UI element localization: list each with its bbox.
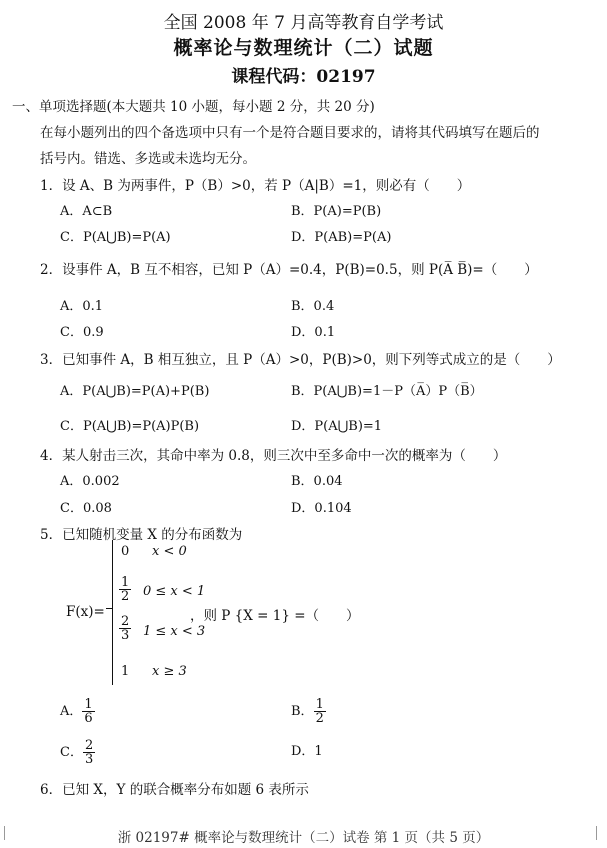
option-b: B．P(A)=P(B) [291,204,382,219]
option-a: A． $\frac{1}{6}$ [60,697,93,726]
option-d: D．P(AB)=P(A) [291,230,392,245]
page-footer: 浙 02197# 概率论与数理统计（二）试卷 第 1 页（共 5 页） [117,830,490,846]
case-fraction: $\frac{1}{2}$ [121,575,130,604]
question-stem: 4．某人射击三次，其命中率为 0.8，则三次中至多命中一次的概率为（ ） [40,448,507,464]
option-a: A．A⊂B [60,204,113,219]
question-stem: 3．已知事件 A，B 相互独立，且 P（A）>0，P(B)>0，则下列等式成立的是（ ） [40,352,561,368]
question-stem: 2．设事件 A，B 互不相容，已知 P（A）=0.4，P(B)=0.5，则 P(A̅ B̅)=（ ） [40,262,538,278]
question-stem: 6．已知 X，Y 的联合概率分布如题 6 表所示 [40,782,309,798]
exam-title: 概率论与数理统计（二）试题 [173,37,434,59]
option-c: C．0.08 [60,501,112,516]
option-c: C．0.9 [60,325,104,340]
case-value: 1 [121,664,130,679]
option-d: D．0.104 [291,501,352,516]
question-tail: ，则 P {X = 1} =（ ） [190,608,360,624]
option-d: D．1 [291,744,323,759]
case-condition: 0 ≤ x < 1 [143,584,206,599]
case-condition: x < 0 [152,544,187,559]
option-b: B． $\frac{1}{2}$ [291,697,324,726]
option-a: A．P(A⋃B)=P(A)+P(B) [60,384,210,399]
course-code: 课程代码：02197 [231,67,376,87]
case-value: 0 [121,544,130,559]
case-condition: 1 ≤ x < 3 [143,624,206,639]
option-c: C．P(A⋃B)=P(A) [60,230,171,245]
case-fraction: $\frac{2}{3}$ [121,614,130,643]
option-b: B．0.04 [291,474,343,489]
section-title: 一、单项选择题(本大题共 10 小题，每小题 2 分，共 20 分) [12,99,375,115]
option-d: D．0.1 [291,325,336,340]
section-instruction: 括号内。错选、多选或未选均无分。 [40,151,256,167]
exam-header: 全国 2008 年 7 月高等教育自学考试 [163,13,444,33]
option-a: A．0.1 [60,299,104,314]
question-stem: 1．设 A、B 为两事件，P（B）>0，若 P（A|B）=1，则必有（ ） [40,178,471,194]
case-condition: x ≥ 3 [152,664,187,679]
option-b: B．0.4 [291,299,335,314]
option-a: A．0.002 [60,474,120,489]
option-b: B．P(A⋃B)=1－P（A̅）P（B̅） [291,384,483,399]
option-c: C．P(A⋃B)=P(A)P(B) [60,419,200,434]
option-c: C． $\frac{2}{3}$ [60,738,94,767]
option-d: D．P(A⋃B)=1 [291,419,383,434]
question-stem: 5．已知随机变量 X 的分布函数为 [40,527,243,543]
section-instruction: 在每小题列出的四个备选项中只有一个是符合题目要求的，请将其代码填写在题后的 [40,125,540,141]
function-lhs: F(x)= [66,604,105,620]
